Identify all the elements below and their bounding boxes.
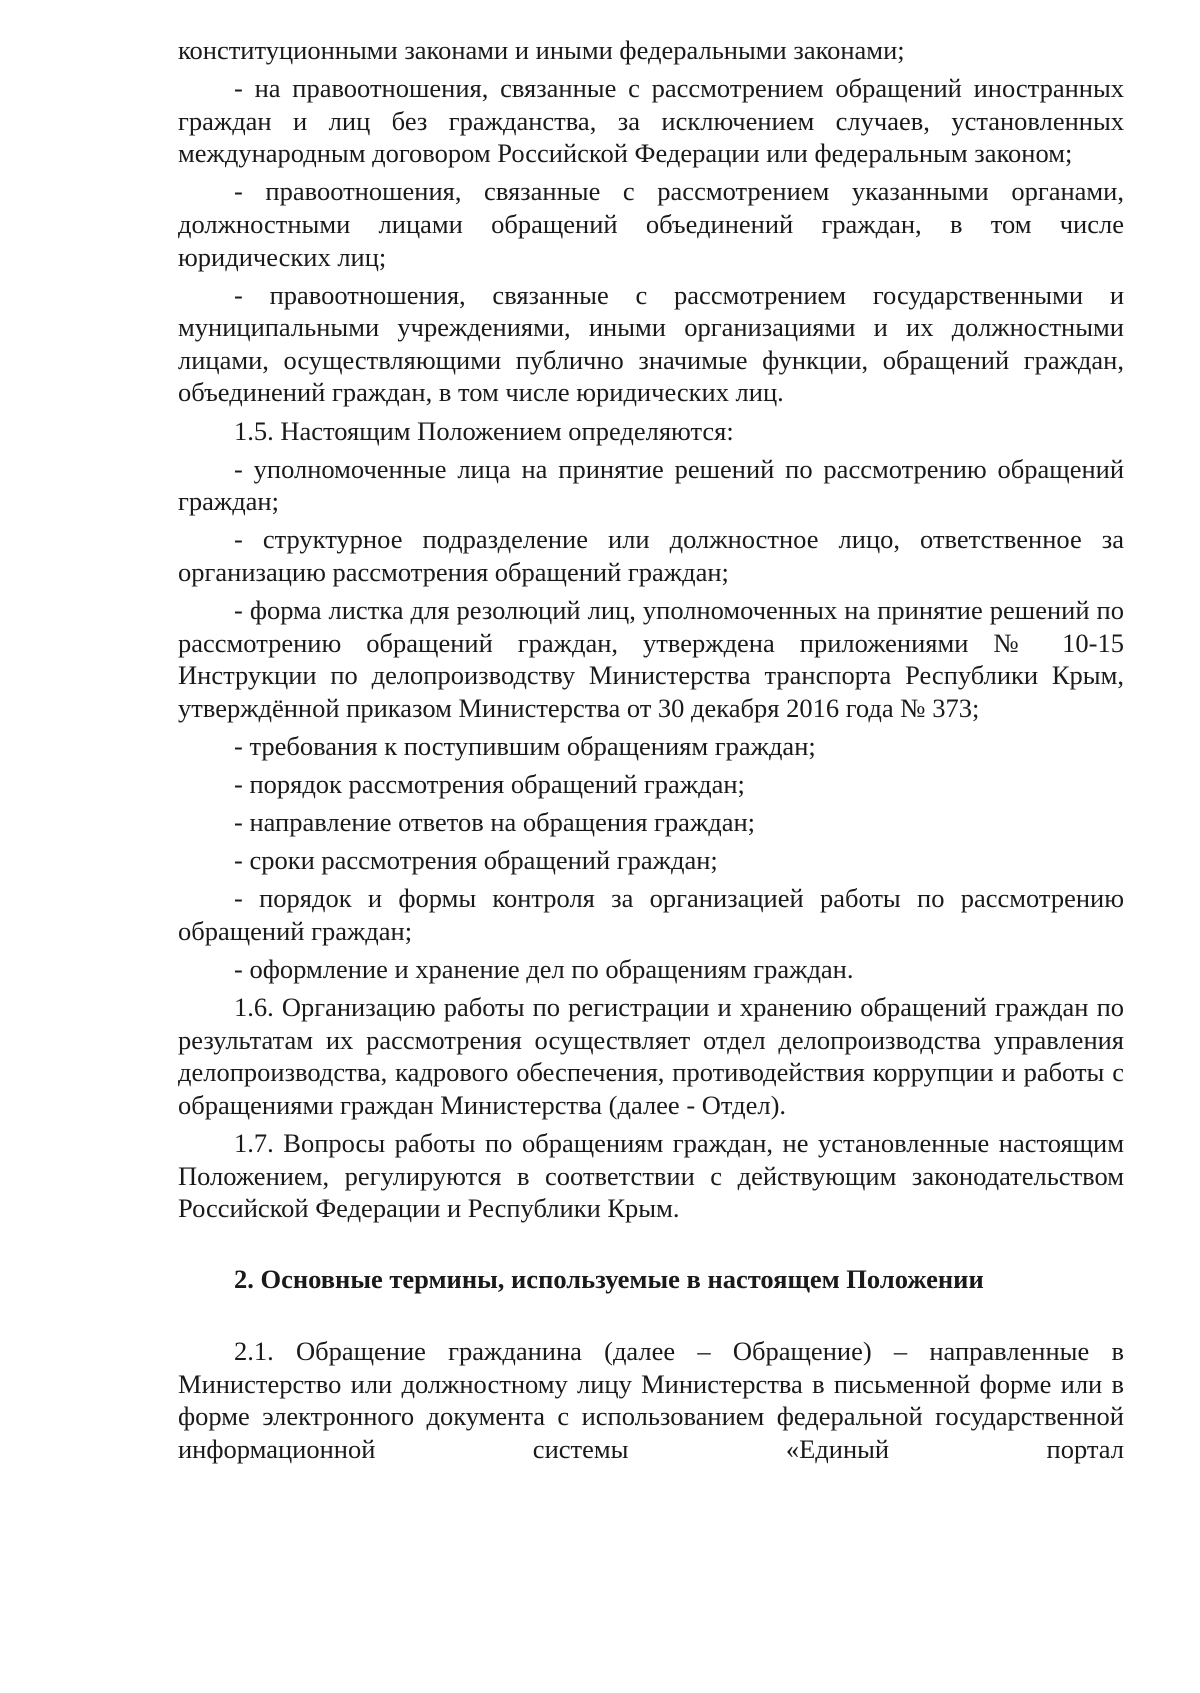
paragraph-16: 1.7. Вопросы работы по обращениям граждан, не установленные настоящим Положением, регулируются в соответствии с действующим законодательством Российской Федерации и Республики Крым. (178, 1127, 1124, 1224)
paragraph-4: - правоотношения, связанные с рассмотрением государственными и муниципальными учреждениями, иными организациями и их должностными лицами, осуществляющими публично значимые функции, обращений граждан, объединений граждан, в том числе юридических лиц. (178, 279, 1124, 408)
paragraph-15: 1.6. Организацию работы по регистрации и хранению обращений граждан по результатам их рассмотрения осуществляет отдел делопроизводства управления делопроизводства, кадрового обеспечения, противодействия коррупции и работы с обращениями граждан Министерства (далее - Отдел). (178, 992, 1124, 1120)
paragraph-6: - уполномоченные лица на принятие решений по рассмотрению обращений граждан; (178, 453, 1124, 517)
paragraph-12: - сроки рассмотрения обращений граждан; (234, 845, 718, 876)
section-heading: 2. Основные термины, используемые в настоящем Положении (234, 1263, 984, 1294)
paragraph-3: - правоотношения, связанные с рассмотрением указанными органами, должностными лицами обращений объединений граждан, в том числе юридических лиц; (178, 176, 1124, 272)
paragraph-7: - структурное подразделение или должностное лицо, ответственное за организацию рассмотрения обращений граждан; (178, 524, 1124, 587)
paragraph-5: 1.5. Настоящим Положением определяются: (234, 415, 734, 446)
paragraph-11: - направление ответов на обращения граждан; (234, 807, 755, 838)
paragraph-9: - требования к поступившим обращениям граждан; (234, 730, 816, 761)
paragraph-14: - оформление и хранение дел по обращениям граждан. (234, 953, 854, 984)
paragraph-13: - порядок и формы контроля за организацией работы по рассмотрению обращений граждан; (178, 883, 1124, 946)
paragraph-8: - форма листка для резолюций лиц, уполномоченных на принятие решений по рассмотрению обращений граждан, утверждена приложениями № 10-15 Инструкции по делопроизводству Министерства транспорта Республики Крым, утверждённой приказом Министерства от 30 декабря 2016 года № 373; (178, 595, 1124, 723)
document-page (178, 34, 1124, 1471)
paragraph-1: конституционными законами и иными федеральными законами; (178, 35, 905, 65)
paragraph-2: - на правоотношения, связанные с рассмотрением обращений иностранных граждан и лиц без гражданства, за исключением случаев, установленных международным договором Российской Федерации или федеральным законом; (178, 73, 1124, 169)
section-paragraph: 2.1. Обращение гражданина (далее – Обращение) – направленные в Министерство или должностному лицу Министерства в письменной форме или в форме электронного документа с использованием федеральной государственной информационной системы «Единый портал (178, 1336, 1124, 1465)
paragraph-10: - порядок рассмотрения обращений граждан; (234, 768, 745, 799)
